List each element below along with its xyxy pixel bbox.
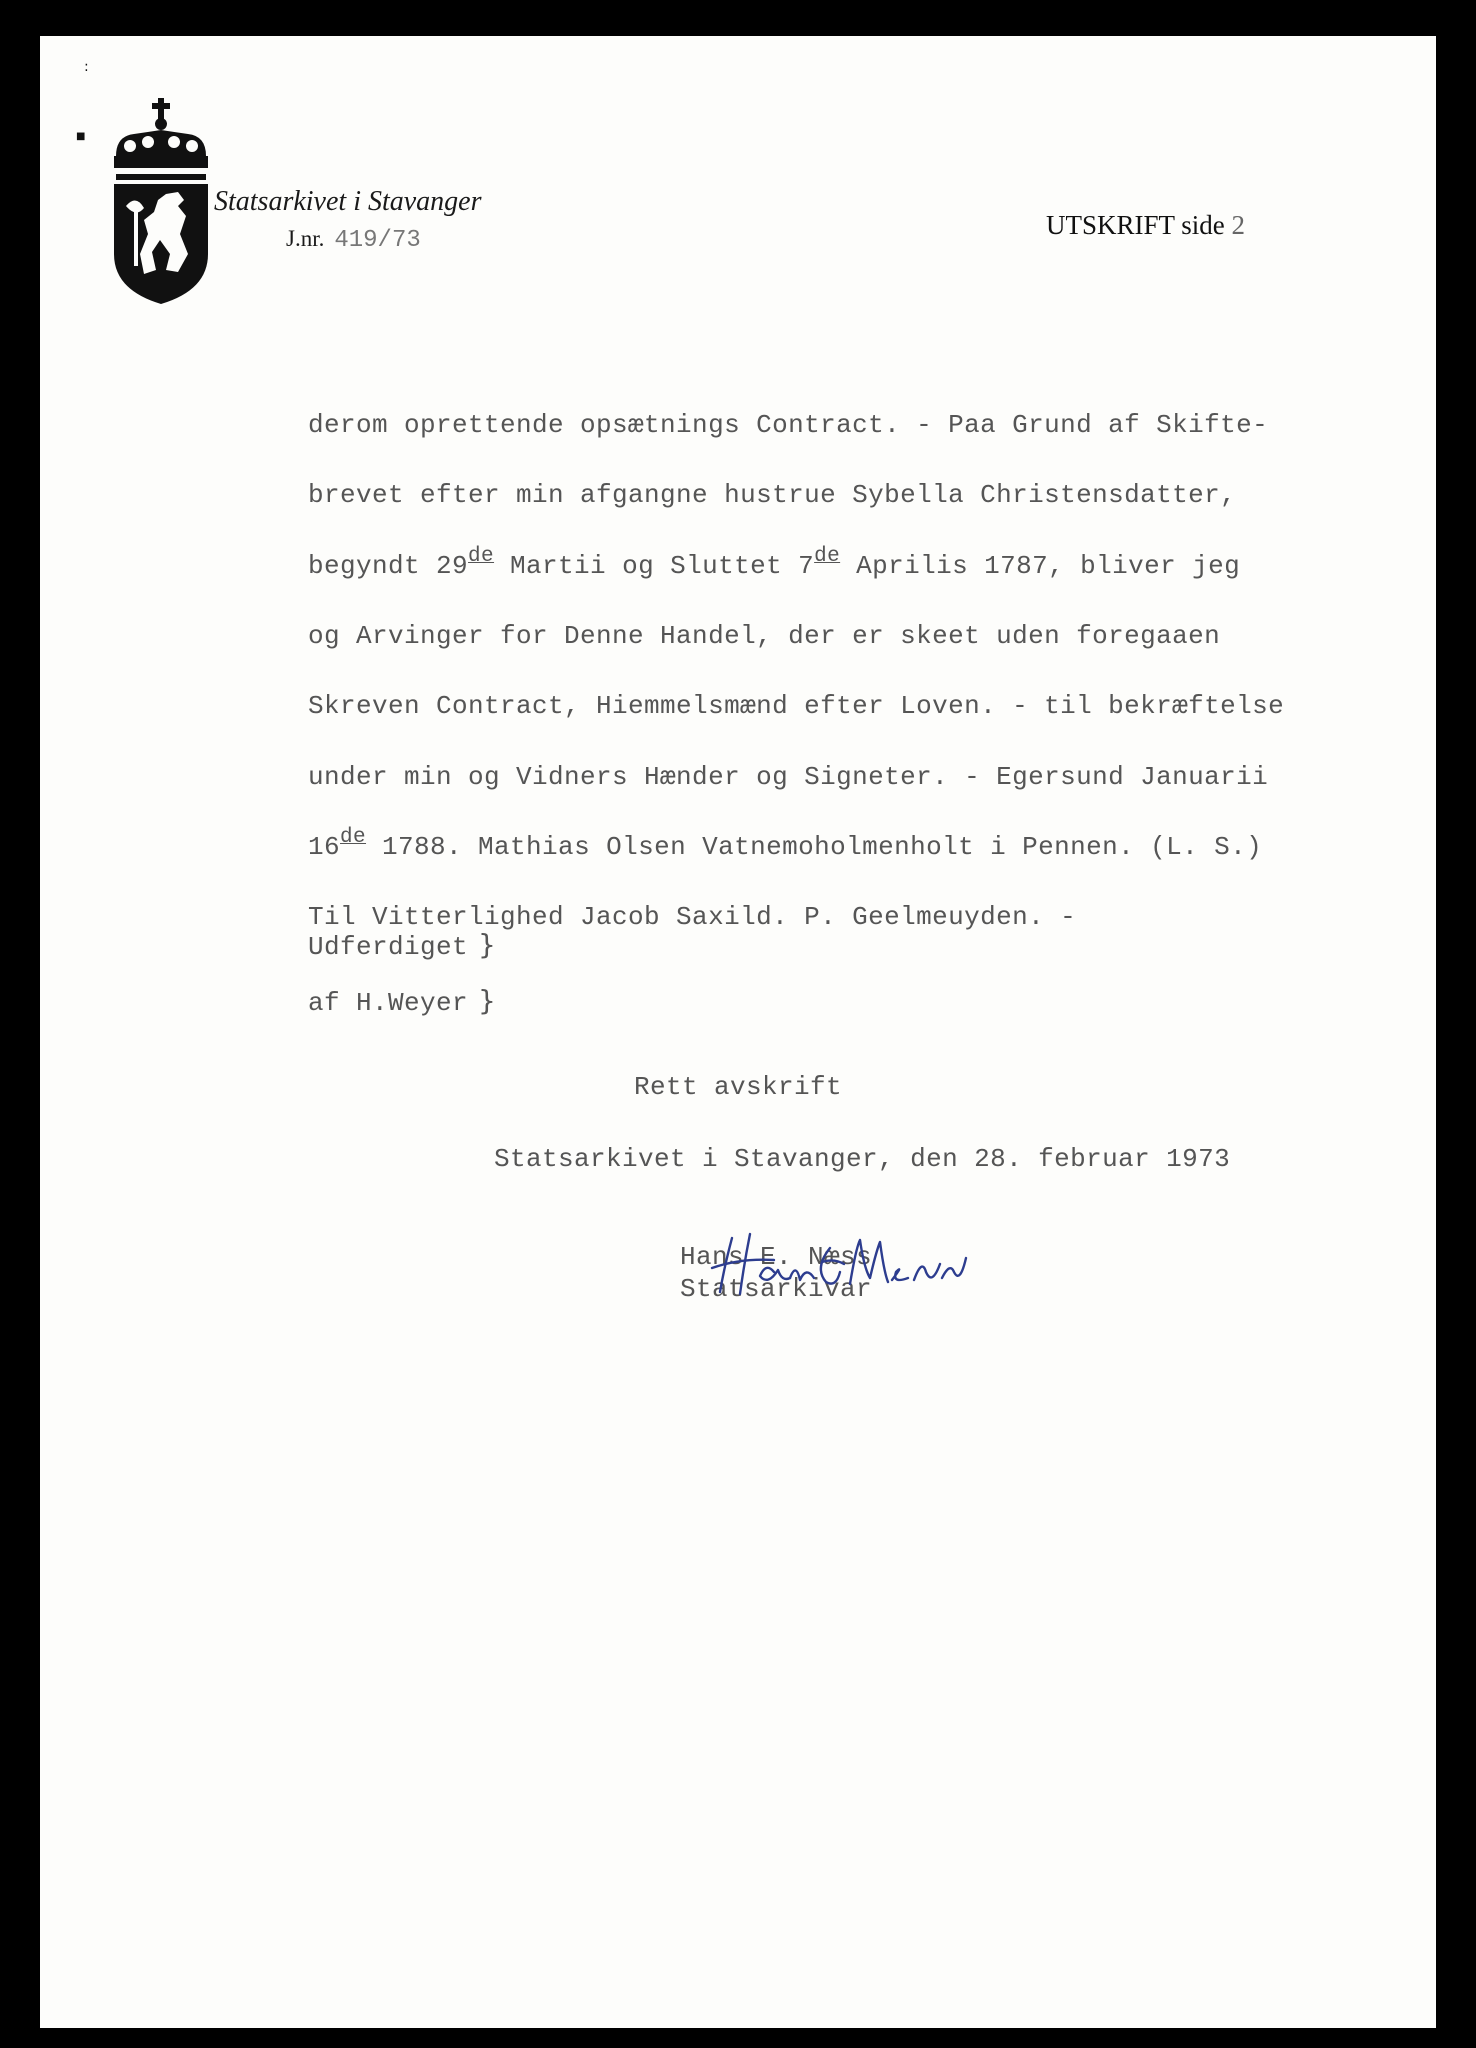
transcript-text: Til Vitterlighed Jacob Saxild. P. Geelmeuyden. - [308,902,1077,933]
brace-mark: } [478,928,496,961]
place-date-line: Statsarkivet i Stavanger, den 28. februar 1973 [494,1144,1231,1174]
page-marker-number: 2 [1231,210,1246,240]
transcript-text: og Arvinger for Denne Handel, der er skeet uden foregaaen [308,620,1221,651]
issued-by-line-1: Udferdiget [308,932,469,962]
transcript-text: derom oprettende opsætnings Contract. - Paa Grund af Skifte- [308,410,1269,440]
document-page [40,36,1436,2028]
transcript-line [308,902,1076,932]
transcript-text: begyndt 29 [308,550,469,581]
journal-label: J.nr. [286,226,325,251]
transcript-line [308,544,1241,581]
ordinal-superscript: de [340,825,367,849]
transcript-line [308,410,1268,440]
scan-speck-mark: : [84,59,89,75]
transcript-text: 16 [308,831,341,862]
ordinal-superscript: de [814,544,841,568]
transcript-line [308,621,1220,651]
handwritten-signature-icon [710,1228,970,1308]
issued-by-line-2: af H.Weyer [308,988,469,1018]
transcript-line [308,480,1236,510]
ordinal-superscript: de [468,544,495,568]
transcript-text: Aprilis 1787, bliver jeg [840,550,1241,581]
transcript-line [308,691,1284,721]
page-marker [1046,210,1245,241]
journal-reference [286,226,421,254]
signer-title: Statsarkivar [680,1274,873,1304]
transcript-text: Martii og Sluttet 7 [494,550,815,581]
brace-mark: } [478,984,496,1017]
certification-text: Rett avskrift [634,1072,843,1102]
transcript-text: Skreven Contract, Hiemmelsmænd efter Loven. - til bekræftelse [308,691,1285,722]
norway-coat-of-arms-icon [104,94,220,306]
transcript-text: under min og Vidners Hænder og Signeter. - Egersund Januarii [308,761,1269,792]
transcript-line [308,762,1268,792]
journal-number: 419/73 [334,227,421,254]
transcript-text: 1788. Mathias Olsen Vatnemoholmenholt i Pennen. (L. S.) [366,831,1263,862]
signer-name: Hans E. Næss [680,1242,873,1272]
transcript-text: brevet efter min afgangne hustrue Sybella Christensdatter, [308,480,1237,511]
transcript-line [308,825,1263,862]
archive-name: Statsarkivet i Stavanger [214,186,482,217]
scan-speck-mark: ■ [76,131,86,142]
page-marker-label: UTSKRIFT side [1046,210,1225,240]
